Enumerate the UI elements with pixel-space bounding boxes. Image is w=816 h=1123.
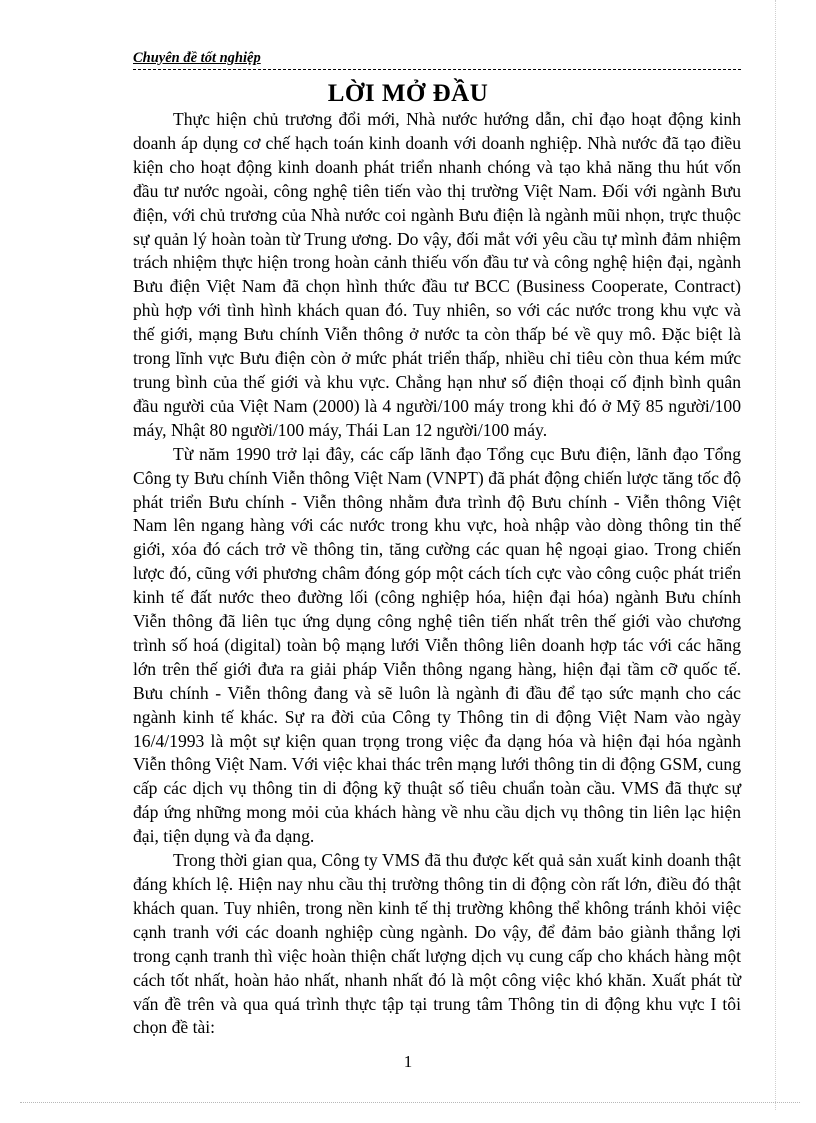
paragraph: Thực hiện chủ trương đổi mới, Nhà nước hướng dẫn, chỉ đạo hoạt động kinh doanh áp dụng cơ chế hạch toán kinh doanh với doanh nghiệp. Nhà nước đã tạo điều kiện cho hoạt động kinh doanh phát triển nhanh chóng và tạo khả năng thu hút vốn đầu tư nước ngoài, công nghệ tiên tiến vào thị trường Việt Nam. Đối với ngành Bưu điện, với chủ trương của Nhà nước coi ngành Bưu điện là ngành mũi nhọn, trực thuộc sự quản lý hoàn toàn từ Trung ương. Do vậy, đối mắt với yêu cầu tự mình đảm nhiệm trách nhiệm thực hiện trong hoàn cảnh thiếu vốn đầu tư và công nghệ hiện đại, ngành Bưu điện Việt Nam đã chọn hình thức đầu tư BCC (Business Cooperate, Contract) phù hợp với tình hình khách quan đó. Tuy nhiên, so với các nước trong khu vực và thế giới, mạng Bưu chính Viễn thông ở nước ta còn thấp bé về quy mô. Đặc biệt là trong lĩnh vực Bưu điện còn ở mức phát triển thấp, nhiều chỉ tiêu còn thua kém mức trung bình của thế giới và khu vực. Chẳng hạn như số điện thoại cố định bình quân đầu người của Việt Nam (2000) là 4 người/100 máy trong khi đó ở Mỹ 85 người/100 máy, Nhật 80 người/100 máy, Thái Lan 12 người/100 máy. — [133, 109, 741, 440]
paragraph: Từ năm 1990 trở lại đây, các cấp lãnh đạo Tổng cục Bưu điện, lãnh đạo Tổng Công ty Bưu chính Viễn thông Việt Nam (VNPT) đã phát động chiến lược tăng tốc độ phát triển Bưu chính - Viễn thông nhằm đưa trình độ Bưu chính - Viễn thông Việt Nam lên ngang hàng với các nước trong khu vực, hoà nhập vào dòng thông tin thế giới, xóa đó cách trở về thông tin, tăng cường các quan hệ ngoại giao. Trong chiến lược đó, cũng với phương châm đóng góp một cách tích cực vào công cuộc phát triển kinh tế đất nước theo đường lối (công nghiệp hóa, hiện đại hóa) ngành Bưu chính Viễn thông đã liên tục ứng dụng công nghệ tiên tiến nhất trên thế giới vào chương trình số hoá (digital) toàn bộ mạng lưới Viễn thông liên doanh hợp tác với các hãng lớn trên thế giới đưa ra giải pháp Viễn thông ngang hàng, hiện đại tầm cỡ quốc tế. Bưu chính - Viễn thông đang và sẽ luôn là ngành đi đầu để tạo sức mạnh cho các ngành kinh tế khác. Sự ra đời của Công ty Thông tin di động Việt Nam vào ngày 16/4/1993 là một sự kiện quan trọng trong việc đa dạng hóa và hiện đại hóa ngành Viễn thông Việt Nam. Với việc khai thác trên mạng lưới thông tin di động GSM, cung cấp các dịch vụ thông tin di động kỹ thuật số tiêu chuẩn toàn cầu. VMS đã thực sự đáp ứng những mong mỏi của khách hàng về nhu cầu dịch vụ thông tin liên lạc hiện đại, tiện dụng và đa dạng. — [133, 443, 741, 847]
page-bottom-border — [20, 1102, 800, 1103]
paragraph: Trong thời gian qua, Công ty VMS đã thu được kết quả sản xuất kinh doanh thật đáng khích lệ. Hiện nay nhu cầu thị trường thông tin di động còn rất lớn, điều đó thật khách quan. Tuy nhiên, trong nền kinh tế thị trường không thể không tránh khỏi việc cạnh tranh với các doanh nghiệp cùng ngành. Do vậy, để đảm bảo giành thắng lợi trong cạnh tranh thì việc hoàn thiện chất lượng dịch vụ cung cấp cho khách hàng một cách tốt nhất, hoàn hảo nhất, nhanh nhất đó là một công việc khó khăn. Xuất phát từ vấn đề trên và qua quá trình thực tập tại trung tâm Thông tin di động khu vực I tôi chọn đề tài: — [133, 850, 741, 1038]
margin-guide-line — [775, 0, 776, 1110]
page-number: 1 — [403, 1052, 413, 1071]
document-title: LỜI MỞ ĐẦU — [327, 80, 489, 107]
header-text: Chuyên đề tốt nghiệp — [133, 50, 261, 66]
page-header — [133, 47, 741, 70]
body-text — [133, 108, 741, 1040]
